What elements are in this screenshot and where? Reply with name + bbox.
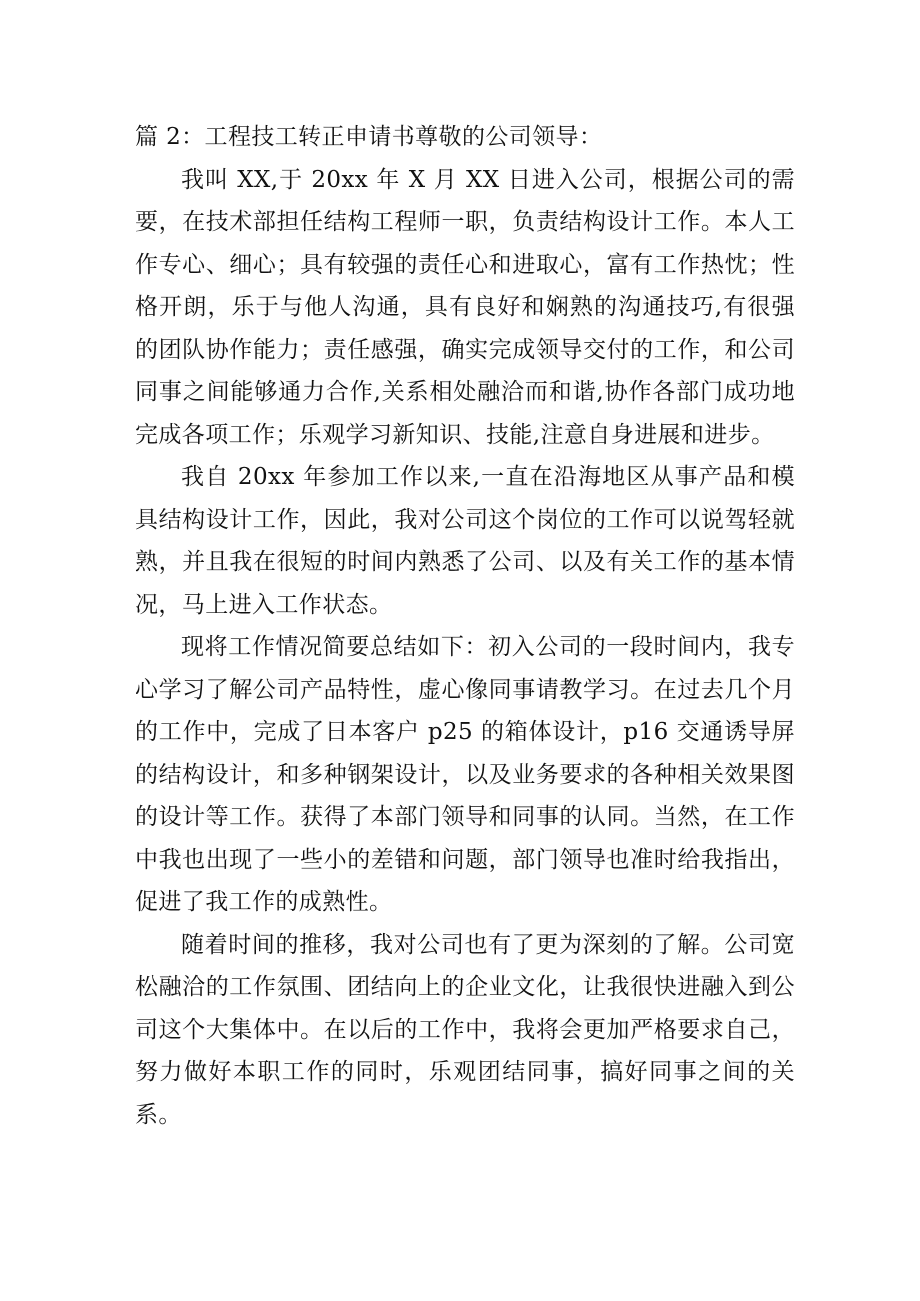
document-heading: 篇 2：工程技工转正申请书尊敬的公司领导： xyxy=(135,124,603,150)
paragraph-1: 我叫 XX,于 20xx 年 X 月 XX 日进入公司，根据公司的需要，在技术部担任结构工程师一职，负责结构设计工作。本人工作专心、细心；具有较强的责任心和进取心，富有工作热忱；性格开朗，乐于与他人沟通，具有良好和娴熟的沟通技巧,有很强的团队协作能力；责任感强，确实完成领导交付的工作，和公司同事之间能够通力合作,关系相处融洽而和谐,协作各部门成功地完成各项工作；乐观学习新知识、技能,注意自身进展和进步。 xyxy=(135,166,795,448)
paragraph-3: 现将工作情况简要总结如下：初入公司的一段时间内，我专心学习了解公司产品特性，虚心像同事请教学习。在过去几个月的工作中，完成了日本客户 p25 的箱体设计，p16 交通诱导屏的结构设计，和多种钢架设计，以及业务要求的各种相关效果图的设计等工作。获得了本部门领导和同事的认同。当然，在工作中我也出现了一些小的差错和问题，部门领导也准时给我指出，促进了我工作的成熟性。 xyxy=(135,634,795,915)
document-body xyxy=(135,116,795,1136)
paragraph-4: 随着时间的推移，我对公司也有了更为深刻的了解。公司宽松融洽的工作氛围、团结向上的企业文化，让我很快进融入到公司这个大集体中。在以后的工作中，我将会更加严格要求自己，努力做好本职工作的同时，乐观团结同事，搞好同事之间的关系。 xyxy=(135,931,795,1128)
paragraph-2: 我自 20xx 年参加工作以来,一直在沿海地区从事产品和模具结构设计工作，因此，我对公司这个岗位的工作可以说驾轻就熟，并且我在很短的时间内熟悉了公司、以及有关工作的基本情况，马上进入工作状态。 xyxy=(135,464,795,618)
